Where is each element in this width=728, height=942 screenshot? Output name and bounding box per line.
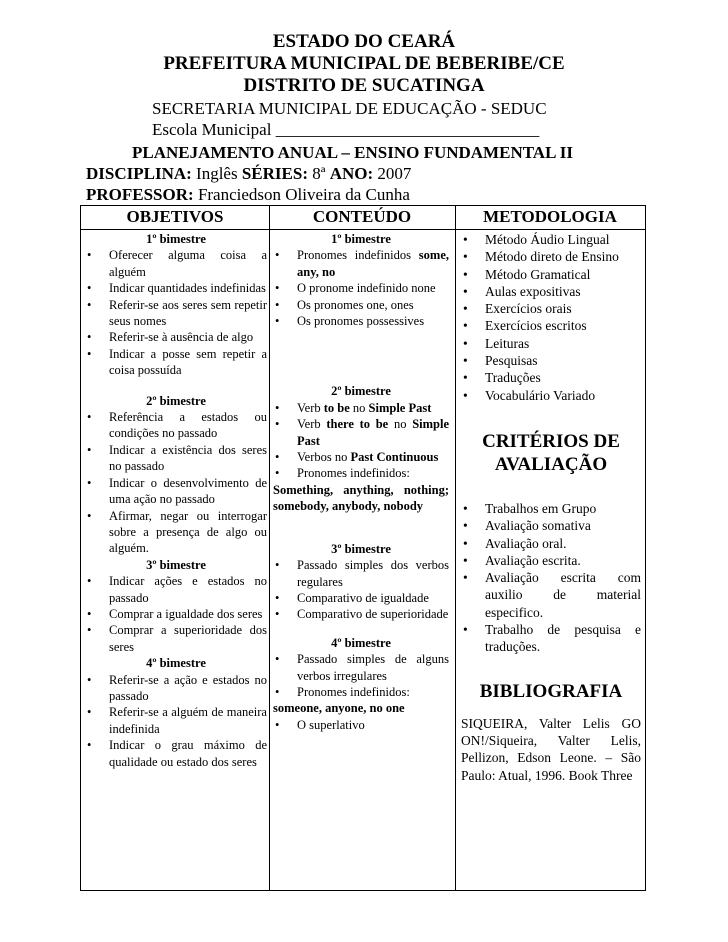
metodologia-column — [461, 231, 641, 784]
col-header-metodologia: METODOLOGIA — [483, 207, 617, 226]
list-item: • Exercícios escritos — [461, 317, 641, 334]
column-divider — [269, 206, 270, 890]
list-item: • Pronomes indefinidos: — [273, 465, 449, 481]
disciplina-label: DISCIPLINA: — [86, 164, 192, 183]
list-item: • Indicar o desenvolvimento de uma ação no passado — [85, 475, 267, 508]
pronoun-list: Something, anything, nothing; somebody, anybody, nobody — [273, 482, 449, 514]
conteudo-list — [273, 717, 449, 733]
conteudo-list — [273, 651, 449, 700]
list-item: • Avaliação somativa — [461, 517, 641, 534]
list-item: • Referir-se a alguém de maneira indefinida — [85, 704, 267, 737]
list-item: • Verb to be no Simple Past — [273, 400, 449, 416]
objetivos-list — [85, 247, 267, 378]
meta-disciplina-line — [86, 164, 411, 184]
list-item: • Os pronomes possessives — [273, 313, 449, 329]
header-distrito: DISTRITO DE SUCATINGA — [243, 75, 485, 96]
list-item: • Comprar a superioridade dos seres — [85, 622, 267, 655]
list-item: • Vocabulário Variado — [461, 387, 641, 404]
list-item: • Indicar ações e estados no passado — [85, 573, 267, 606]
list-item: • Exercícios orais — [461, 300, 641, 317]
document-title: PLANEJAMENTO ANUAL – ENSINO FUNDAMENTAL II — [132, 143, 573, 162]
list-item: • Avaliação escrita com auxilio de material especifico. — [461, 569, 641, 621]
list-item: • Aulas expositivas — [461, 283, 641, 300]
list-item: • Verbos no Past Continuous — [273, 449, 449, 465]
bibliografia-text: SIQUEIRA, Valter Lelis GO ON!/Siqueira, Valter Lelis, Pellizon, Edson Leone. – São Paulo: Atual, 1996. Book Three — [461, 715, 641, 783]
ano-value: 2007 — [377, 164, 412, 183]
list-item: • Indicar o grau máximo de qualidade ou estado dos seres — [85, 737, 267, 770]
list-item: • Os pronomes one, ones — [273, 297, 449, 313]
pronoun-list: someone, anyone, no one — [273, 701, 405, 716]
list-item: • Pronomes indefinidos some, any, no — [273, 247, 449, 280]
metodologia-list — [461, 231, 641, 404]
header-state: ESTADO DO CEARÁ — [272, 31, 456, 52]
series-value: 8ª — [312, 164, 326, 183]
ano-label: ANO: — [329, 164, 374, 183]
list-item: • Oferecer alguma coisa a alguém — [85, 247, 267, 280]
list-item: • Passado simples de alguns verbos irregulares — [273, 651, 449, 684]
list-item: • O superlativo — [273, 717, 449, 733]
list-item: • Método Áudio Lingual — [461, 231, 641, 248]
criterios-list — [461, 500, 641, 656]
conteudo-list — [273, 400, 449, 482]
header-divider — [81, 229, 645, 230]
list-item: • Avaliação escrita. — [461, 552, 641, 569]
bimestre-title: 4º bimestre — [146, 656, 206, 671]
list-item: • Afirmar, negar ou interrogar sobre a presença de algo ou alguém. — [85, 508, 267, 557]
header-prefeitura: PREFEITURA MUNICIPAL DE BEBERIBE/CE — [163, 53, 565, 74]
list-item: • Referência a estados ou condições no passado — [85, 409, 267, 442]
list-item: • Trabalho de pesquisa e traduções. — [461, 621, 641, 656]
list-item: • Trabalhos em Grupo — [461, 500, 641, 517]
list-item: • Pronomes indefinidos: — [273, 684, 449, 700]
column-divider — [455, 206, 456, 890]
series-label: SÉRIES: — [241, 164, 308, 183]
objetivos-list — [85, 573, 267, 655]
bimestre-title: 2º bimestre — [331, 384, 391, 399]
disciplina-value: Inglês — [196, 164, 238, 183]
bimestre-title: 3º bimestre — [146, 557, 206, 572]
bimestre-title: 4º bimestre — [331, 635, 391, 650]
conteudo-list — [273, 557, 449, 623]
list-item: • O pronome indefinido none — [273, 280, 449, 296]
list-item: • Referir-se a ação e estados no passado — [85, 672, 267, 705]
list-item: • Indicar a existência dos seres no passado — [85, 442, 267, 475]
list-item: • Método Gramatical — [461, 266, 641, 283]
objetivos-list — [85, 672, 267, 770]
bimestre-title: 2º bimestre — [146, 393, 206, 408]
list-item: • Verb there to be no Simple Past — [273, 416, 449, 449]
list-item: • Indicar quantidades indefinidas — [85, 280, 267, 296]
conteudo-column — [273, 231, 449, 733]
list-item: • Indicar a posse sem repetir a coisa possuída — [85, 346, 267, 379]
bimestre-title: 1º bimestre — [331, 232, 391, 246]
professor-label: PROFESSOR: — [86, 185, 194, 204]
list-item: • Avaliação oral. — [461, 535, 641, 552]
bimestre-title: 1º bimestre — [146, 232, 206, 246]
header-secretaria: SECRETARIA MUNICIPAL DE EDUCAÇÃO - SEDUC — [152, 99, 547, 118]
header-escola: Escola Municipal _______________________________ — [152, 120, 540, 139]
professor-value: Franciedson Oliveira da Cunha — [197, 185, 410, 204]
list-item: • Passado simples dos verbos regulares — [273, 557, 449, 590]
list-item: • Comprar a igualdade dos seres — [85, 606, 267, 622]
criterios-heading: CRITÉRIOS DE AVALIAÇÃO — [482, 430, 620, 475]
plan-table — [80, 205, 646, 891]
bibliografia-heading: BIBLIOGRAFIA — [479, 680, 623, 702]
conteudo-list — [273, 247, 449, 329]
list-item: • Leituras — [461, 335, 641, 352]
list-item: • Referir-se à ausência de algo — [85, 329, 267, 345]
col-header-objetivos: OBJETIVOS — [126, 207, 224, 226]
objetivos-list — [85, 409, 267, 557]
list-item: • Método direto de Ensino — [461, 248, 641, 265]
list-item: • Pesquisas — [461, 352, 641, 369]
col-header-conteudo: CONTEÚDO — [312, 207, 412, 226]
list-item: • Traduções — [461, 369, 641, 386]
list-item: • Referir-se aos seres sem repetir seus nomes — [85, 297, 267, 330]
meta-professor-line — [86, 185, 410, 205]
list-item: • Comparativo de superioridade — [273, 606, 449, 622]
objetivos-column — [85, 231, 267, 770]
bimestre-title: 3º bimestre — [331, 541, 391, 556]
list-item: • Comparativo de igualdade — [273, 590, 449, 606]
